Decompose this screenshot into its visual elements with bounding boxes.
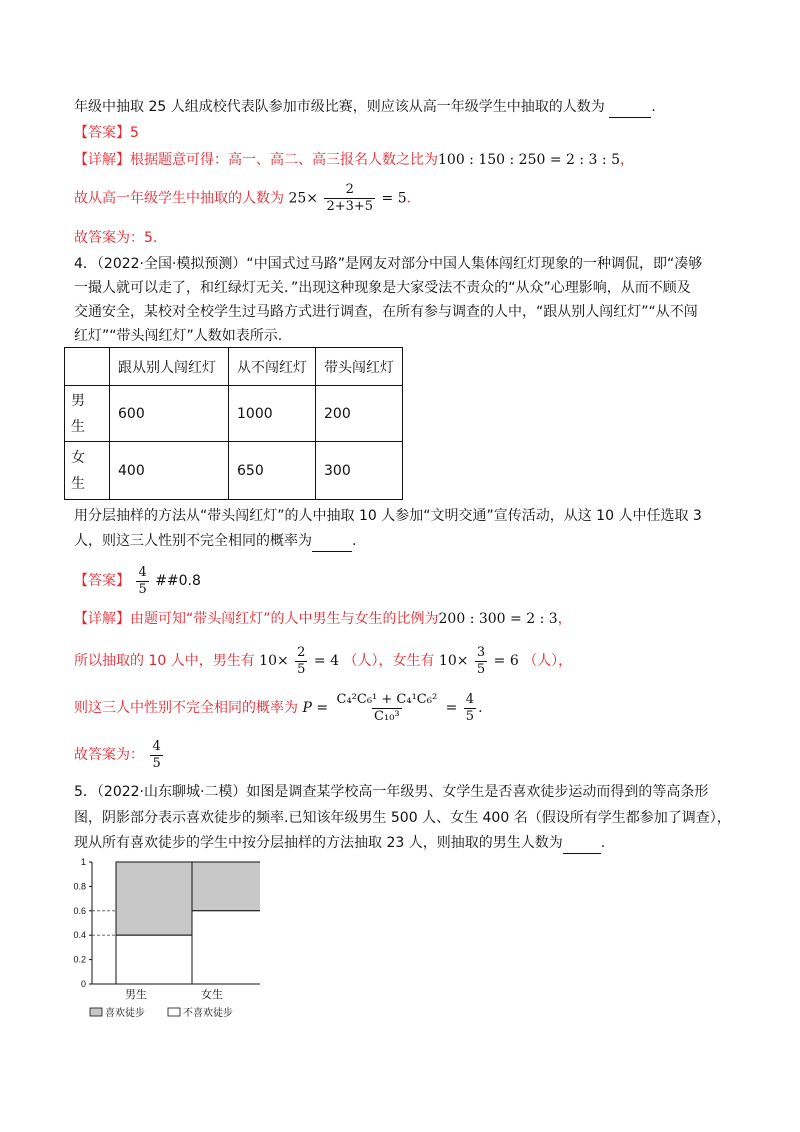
period: . — [600, 835, 606, 851]
bar-like — [116, 862, 192, 935]
q4-after-text-1: 用分层抽样的方法从“带头闯红灯”的人中抽取 10 人参加“文明交通”宣传活动，从这 10 人中任选取 3 — [74, 508, 702, 524]
answer-tag: 【答案】 — [74, 573, 130, 589]
result-fraction — [464, 692, 476, 725]
stacked-bar-chart — [60, 852, 260, 1027]
period: . — [406, 190, 412, 207]
q3-text: 年级中抽取 — [74, 99, 144, 115]
q3-number: 25 — [148, 99, 167, 115]
table-header-cell — [65, 348, 110, 386]
answer-tag: 【答案】 — [74, 125, 130, 141]
q4-stem-3: 交通安全，某校对全校学生过马路方式进行调查，在所有参与调查的人中，“跟从别人闯红灯”“从不闯 — [74, 304, 698, 320]
q5-line-3 — [74, 833, 605, 854]
q3-final — [74, 228, 157, 248]
fraction — [475, 645, 487, 678]
fraction-numerator: C₄²C₆¹ + C₄¹C₆² — [336, 691, 438, 707]
q4-detail — [74, 609, 572, 629]
fraction-denominator: 2+3+5 — [326, 199, 374, 214]
probability-fraction — [335, 692, 440, 725]
answer-blank — [312, 531, 352, 552]
detail-tag: 【详解】 — [74, 152, 130, 168]
fraction — [295, 645, 307, 678]
bar-dislike — [116, 935, 192, 984]
legend-label: 喜欢徒步 — [105, 1008, 145, 1019]
q4-stem-1: 4．（2022·全国·模拟预测）“中国式过马路”是网友对部分中国人集体闯红灯现象的一种调侃，即“凑够 — [74, 256, 703, 272]
table-cell: 200 — [316, 386, 403, 442]
ratio-expression: 200 : 300 = 2 : 3 — [438, 611, 558, 627]
legend-swatch — [90, 1008, 102, 1016]
math-expr: 25× — [288, 190, 318, 207]
fraction-denominator: 5 — [297, 661, 306, 677]
final-fraction — [150, 739, 162, 772]
table-cell: 300 — [316, 442, 403, 500]
fraction-numerator: 2 — [345, 182, 354, 197]
q4-stem-4: 红灯”“带头闯红灯”人数如表所示. — [74, 328, 283, 344]
final-answer-label: 故答案为： — [74, 747, 144, 763]
table-cell: 400 — [110, 442, 229, 500]
q5-line-2 — [74, 808, 731, 828]
table-row — [65, 442, 403, 500]
q4-after-2 — [74, 531, 356, 552]
math-expr-3: 10× — [438, 653, 469, 669]
x-tick-label: 女生 — [201, 988, 223, 1001]
table-header-cell: 跟从别人闯红灯 — [110, 348, 229, 386]
period: . — [352, 533, 357, 549]
q4-answer — [74, 564, 201, 598]
q3-text-2: 人组成校代表队参加市级比赛，则应该从高一年级学生中抽取的人数为 — [170, 99, 605, 115]
answer-value: 5 — [130, 125, 139, 141]
q3-line-1 — [74, 97, 656, 118]
table-cell: 600 — [110, 386, 229, 442]
q5-stem-3: 现从所有喜欢徒步的学生中按分层抽样的方法抽取 23 人，则抽取的男生人数为 — [74, 835, 563, 851]
legend-swatch — [168, 1008, 180, 1016]
math-expr-2: = 4 — [313, 653, 339, 669]
survey-table — [64, 347, 403, 500]
detail-text-3: （人），女生有 — [343, 653, 435, 669]
fraction-denominator: 5 — [465, 708, 475, 724]
row-label-bottom: 生 — [71, 475, 85, 492]
bar-dislike — [192, 911, 260, 984]
fraction-numerator: 4 — [465, 691, 475, 707]
table-cell: 1000 — [229, 386, 316, 442]
detail-text-4: （人）， — [523, 653, 573, 669]
ratio-expression: 100 : 150 : 250 = 2 : 3 : 5 — [438, 152, 620, 168]
table-cell: 650 — [229, 442, 316, 500]
q4-detail-2 — [74, 644, 572, 678]
q3-detail — [74, 150, 634, 170]
q4-after-1 — [74, 506, 702, 526]
answer-blank — [609, 97, 651, 118]
fraction-denominator: 5 — [138, 581, 147, 597]
y-tick-label: 0.6 — [73, 905, 86, 916]
math-expr-2: = 5 — [381, 190, 407, 207]
fraction — [324, 182, 375, 215]
detail-tag: 【详解】 — [74, 611, 130, 627]
legend-label: 不喜欢徒步 — [183, 1008, 233, 1019]
row-label-bottom: 生 — [71, 418, 85, 435]
q4-line-3 — [74, 302, 698, 322]
q4-detail-3 — [74, 688, 483, 728]
equals-sign: = — [445, 700, 458, 716]
fraction-numerator: 4 — [138, 564, 147, 580]
row-label-top: 女 — [71, 449, 85, 466]
table-header-cell: 从不闯红灯 — [229, 348, 316, 386]
row-label — [65, 386, 110, 442]
q4-line-4 — [74, 326, 282, 346]
y-tick-label: 1 — [80, 857, 86, 867]
answer-blank — [563, 833, 601, 854]
probability-symbol: P = — [302, 700, 329, 716]
fraction-denominator: 5 — [476, 661, 486, 677]
detail-text-5: 则这三人中性别不完全相同的概率为 — [74, 700, 298, 716]
detail-text: 根据题意可得：高一、高二、高三报名人数之比为 — [130, 152, 438, 168]
answer-alt: ##0.8 — [155, 573, 201, 589]
table-header-cell: 带头闯红灯 — [316, 348, 403, 386]
fraction-numerator: 4 — [152, 738, 161, 754]
y-tick-label: 0.4 — [73, 930, 86, 941]
q4-line-2 — [74, 278, 691, 298]
y-tick-label: 0 — [80, 979, 86, 989]
math-expr-4: = 6 — [493, 653, 519, 669]
q4-after-text-2: 人，则这三人性别不完全相同的概率为 — [74, 533, 312, 549]
table-header-row — [65, 348, 403, 386]
fraction-denominator: 5 — [152, 755, 161, 771]
x-tick-label: 男生 — [125, 988, 147, 1001]
q3-line2-text: 故从高一年级学生中抽取的人数为 — [74, 190, 284, 207]
q5-stem-2: 图，阴影部分表示喜欢徒步的频率.已知该年级男生 500 人、女生 400 名（假设所有学生都参加了调查）， — [74, 810, 731, 826]
q4-final — [74, 738, 165, 772]
detail-text: 由题可知“带头闯红灯”的人中男生与女生的比例为 — [130, 611, 439, 627]
fraction-numerator: 3 — [476, 644, 486, 660]
q5-stem-1: 5．（2022·山东聊城·二模）如图是调查某学校高一年级男、女学生是否喜欢徒步运动而得到的等高条形 — [74, 784, 709, 800]
ratio-end: ， — [557, 611, 572, 627]
period: . — [478, 700, 483, 716]
row-label — [65, 442, 110, 500]
y-tick-label: 0.2 — [73, 954, 86, 965]
table-row — [65, 386, 403, 442]
q4-line-1 — [74, 254, 702, 274]
q5-line-1 — [74, 782, 708, 802]
ratio-end: ， — [620, 152, 634, 168]
fraction-denominator: C₁₀³ — [374, 708, 400, 724]
fraction-numerator: 2 — [297, 644, 306, 660]
bar-like — [192, 862, 260, 911]
final-answer: 故答案为：5. — [74, 230, 158, 246]
math-expr: 10× — [259, 653, 289, 669]
q3-answer — [74, 123, 139, 143]
answer-fraction — [136, 565, 148, 598]
row-label-top: 男 — [71, 392, 85, 409]
q3-line-2 — [74, 182, 411, 215]
detail-text-2: 所以抽取的 10 人中，男生有 — [74, 653, 255, 669]
y-tick-label: 0.8 — [73, 881, 86, 892]
period: . — [651, 99, 656, 115]
q4-stem-2: 一撮人就可以走了，和红绿灯无关．”出现这种现象是大家受法不责众的“从众”心理影响，从而不顾及 — [74, 280, 691, 296]
